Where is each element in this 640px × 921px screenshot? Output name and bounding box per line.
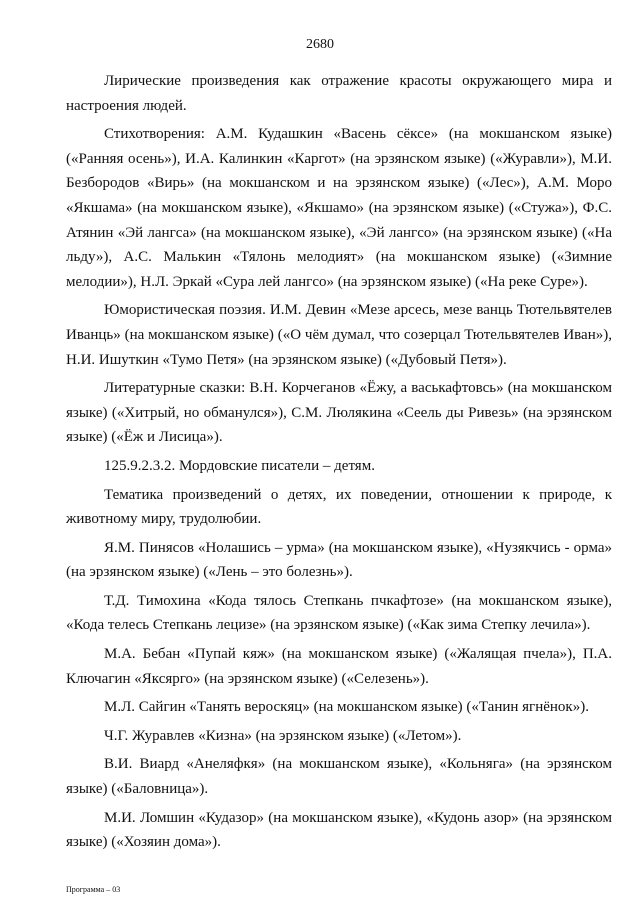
paragraph-lyric-works: Лирические произведения как отражение красоты окружающего мира и настроения людей. (66, 73, 612, 114)
document-body (66, 69, 612, 859)
paragraph-lomshin: М.И. Ломшин «Кудазор» (на мокшанском языке), «Кудонь азор» (на эрзянском языке) («Хозяин дома»). (66, 809, 612, 851)
paragraph-viard: В.И. Виард «Анеляфкя» (на мокшанском языке), «Кольняга» (на эрзянском языке) («Баловница»). (66, 756, 612, 798)
footer-label: Программа – 03 (66, 885, 121, 894)
page-number: 2680 (306, 37, 334, 52)
paragraph-saigin: М.Л. Сайгин «Танять вероскяц» (на мокшанском языке) («Танин ягнёнок»). (104, 699, 589, 716)
section-heading: 125.9.2.3.2. Мордовские писатели – детям. (104, 457, 375, 474)
paragraph-poems: Стихотворения: А.М. Кудашкин «Васень сёксе» (на мокшанском языке) («Ранняя осень»), И.А. Калинкин «Каргот» (на эрзянском языке) («Журавли»), М.И. Безбородов «Вирь» (на мокшанском и на эрзянском языке) («Лес»), А.М. Моро «Якшама» (на мокшанском языке), «Якшамо» (на эрзянском языке) («Стужа»), Ф.С. Атянин «Эй лангса» (на мокшанском языке), «Эй лангсо» (на эрзянском языке) («На льду»), А.С. Малькин «Тялонь мелодият» (на мокшанском языке) («Зимние мелодии»), Н.Л. Эркай «Сура лей лангсо» (на эрзянском языке) («На реке Суре»). (66, 126, 612, 290)
paragraph-humor-poetry: Юмористическая поэзия. И.М. Девин «Мезе арсесь, мезе ванць Тютельвятелев Иванць» (на мокшанском языке) («О чём думал, что созерцал Тютельвятелев Иван»), Н.И. Ишуткин «Тумо Петя» (на эрзянском языке) («Дубовый Петя»). (66, 302, 612, 368)
paragraph-timokhina: Т.Д. Тимохина «Кода тялось Степкань пчкафтозе» (на мокшанском языке), «Кода телесь Степкань лецизе» (на эрзянском языке) («Как зима Степку лечила»). (66, 592, 612, 634)
paragraph-zhuravlev: Ч.Г. Журавлев «Кизна» (на эрзянском языке) («Летом»). (104, 727, 462, 744)
paragraph-themes: Тематика произведений о детях, их поведении, отношении к природе, к животному миру, трудолюбии. (66, 486, 612, 528)
paragraph-pinyasov: Я.М. Пинясов «Нолашись – урма» (на мокшанском языке), «Нузякчись - орма» (на эрзянском языке) («Лень – это болезнь»). (66, 539, 612, 581)
paragraph-literary-tales: Литературные сказки: В.Н. Корчеганов «Ёжу, а васькафтовсь» (на мокшанском языке) («Хитрый, но обманулся»), С.М. Люлякина «Сеель ды Ривезь» (на эрзянском языке) («Ёж и Лисица»). (66, 380, 612, 446)
paragraph-beban: М.А. Бебан «Пупай кяж» (на мокшанском языке) («Жалящая пчела»), П.А. Ключагин «Яксярго» (на эрзянском языке) («Селезень»). (66, 646, 612, 687)
